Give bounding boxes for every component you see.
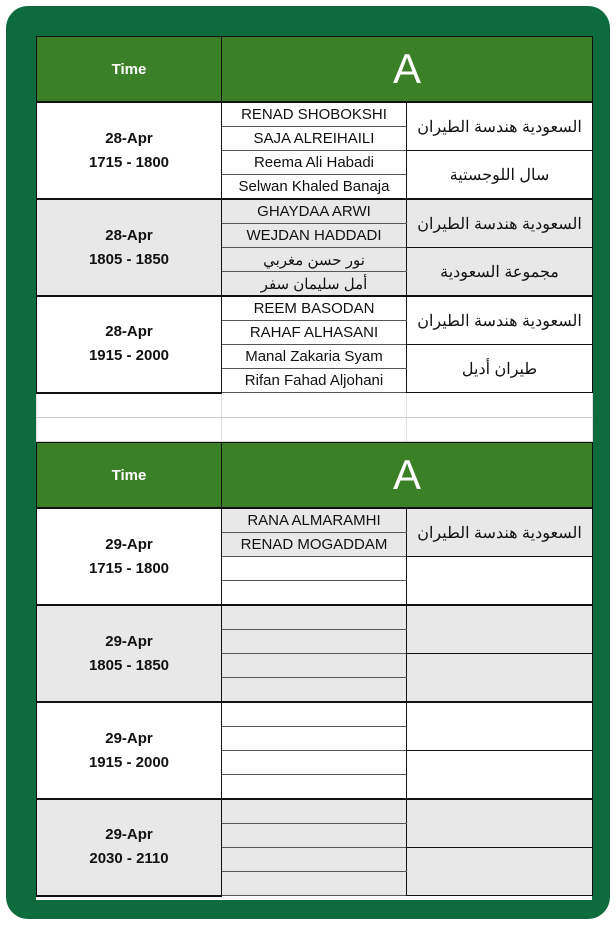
member-name: نور حسن مغربي (222, 248, 407, 272)
group-header: A (222, 37, 593, 103)
member-name (222, 630, 407, 654)
time-cell (37, 296, 222, 393)
org-name: طيران أديل (407, 345, 593, 393)
date-label: 28-Apr (105, 129, 153, 147)
member-name (222, 824, 407, 848)
org-name: السعودية هندسة الطيران (407, 296, 593, 345)
date-label: 29-Apr (105, 632, 153, 650)
empty-row (37, 393, 593, 418)
date-label: 28-Apr (105, 226, 153, 244)
member-name (222, 557, 407, 581)
org-name (407, 605, 593, 654)
member-name (222, 727, 407, 751)
header-row (37, 37, 593, 103)
org-name (407, 557, 593, 606)
table-row (37, 799, 593, 824)
member-name (222, 678, 407, 703)
org-name (407, 848, 593, 896)
member-name (222, 702, 407, 727)
member-name: REEM BASODAN (222, 296, 407, 321)
member-name: Reema Ali Habadi (222, 151, 407, 175)
org-name (407, 654, 593, 703)
slot-label: 2030 - 2110 (89, 850, 169, 868)
slot-label: 1805 - 1850 (88, 250, 170, 268)
member-name: Selwan Khaled Banaja (222, 175, 407, 200)
schedule-sheet (36, 36, 592, 900)
schedule-table-1 (36, 36, 593, 442)
member-name (222, 872, 407, 896)
schedule-table-2 (36, 442, 593, 897)
member-name (222, 751, 407, 775)
member-name: SAJA ALREIHAILI (222, 127, 407, 151)
member-name: RENAD SHOBOKSHI (222, 102, 407, 127)
member-name (222, 654, 407, 678)
member-name: GHAYDAA ARWI (222, 199, 407, 224)
member-name: RAHAF ALHASANI (222, 321, 407, 345)
table-row (37, 102, 593, 127)
table-row (37, 199, 593, 224)
schedule-frame (6, 6, 610, 919)
member-name: أمل سليمان سفر (222, 272, 407, 297)
org-name (407, 799, 593, 848)
slot-label: 1715 - 1800 (88, 559, 170, 577)
date-label: 29-Apr (105, 535, 153, 553)
member-name (222, 775, 407, 800)
empty-row (37, 417, 593, 441)
member-name: RANA ALMARAMHI (222, 508, 407, 533)
member-name: Rifan Fahad Aljohani (222, 369, 407, 393)
time-cell (37, 605, 222, 702)
time-cell (37, 199, 222, 296)
member-name (222, 581, 407, 606)
org-name: سال اللوجستية (407, 151, 593, 200)
header-row (37, 443, 593, 509)
member-name (222, 605, 407, 630)
table-row (37, 296, 593, 321)
date-label: 29-Apr (105, 729, 153, 747)
group-header: A (222, 443, 593, 509)
time-cell (37, 702, 222, 799)
table-row (37, 702, 593, 727)
time-cell (37, 508, 222, 605)
slot-label: 1915 - 2000 (88, 753, 170, 771)
org-name: السعودية هندسة الطيران (407, 508, 593, 557)
slot-label: 1915 - 2000 (88, 347, 170, 365)
slot-label: 1715 - 1800 (88, 153, 170, 171)
time-cell (37, 799, 222, 896)
time-cell (37, 102, 222, 199)
member-name (222, 799, 407, 824)
date-label: 28-Apr (105, 323, 153, 341)
org-name (407, 751, 593, 800)
time-header: Time (37, 37, 222, 103)
member-name: Manal Zakaria Syam (222, 345, 407, 369)
org-name: السعودية هندسة الطيران (407, 102, 593, 151)
date-label: 29-Apr (105, 826, 153, 844)
table-row (37, 605, 593, 630)
org-name: السعودية هندسة الطيران (407, 199, 593, 248)
table-row (37, 508, 593, 533)
org-name: مجموعة السعودية (407, 248, 593, 297)
member-name (222, 848, 407, 872)
slot-label: 1805 - 1850 (88, 656, 170, 674)
org-name (407, 702, 593, 751)
member-name: WEJDAN HADDADI (222, 224, 407, 248)
member-name: RENAD MOGADDAM (222, 533, 407, 557)
time-header: Time (37, 443, 222, 509)
